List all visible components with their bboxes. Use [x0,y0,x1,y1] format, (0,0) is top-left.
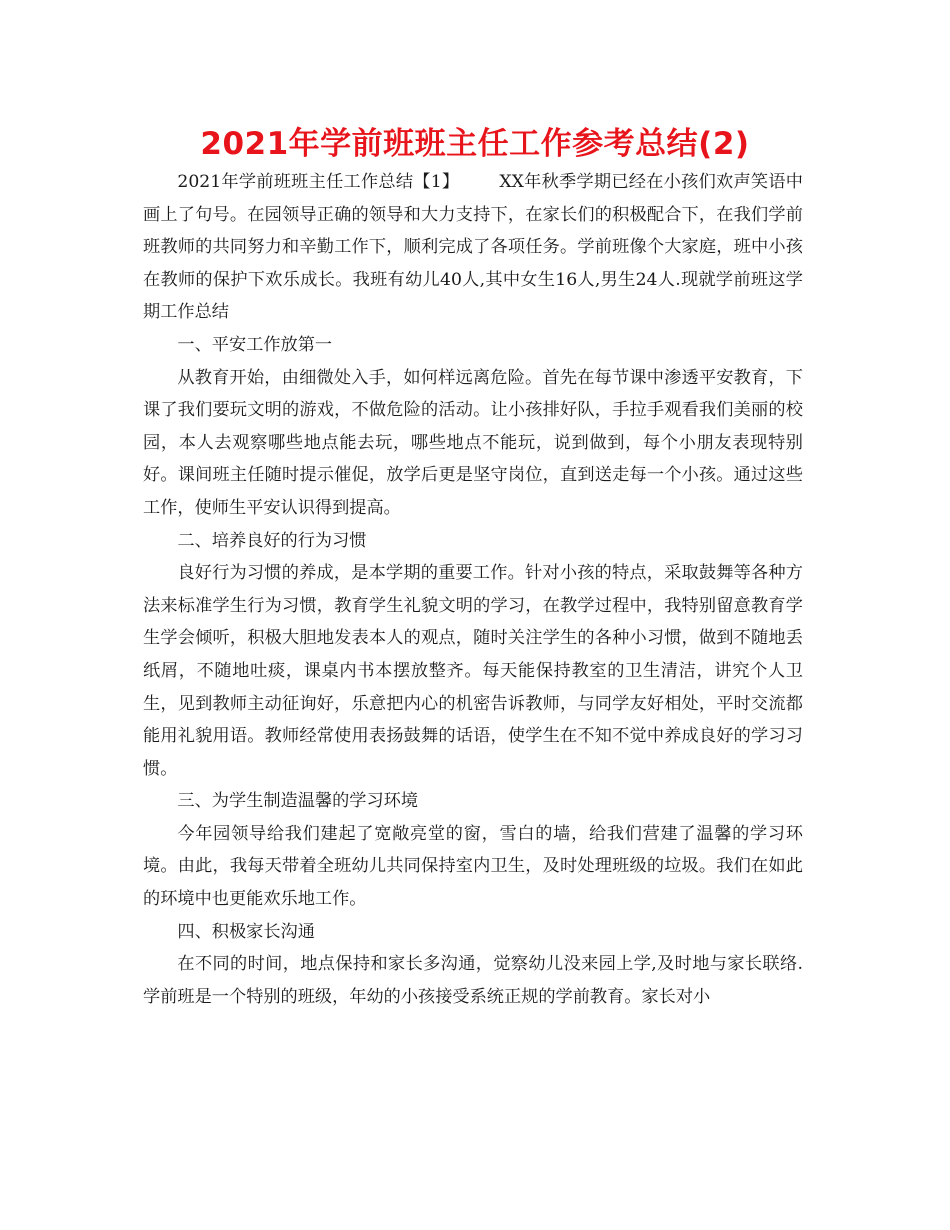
intro-heading: 2021年学前班班主任工作总结【1】 [177,172,460,192]
section-heading: 一、平安工作放第一 [177,334,333,355]
intro-text: XX年秋季学期已经在小孩们欢声笑语中画上了句号。在园领导正确的领导和大力支持下，在家长们的积极配合下，在我们学前班教师的共同努力和辛勤工作下，顺利完成了各项任务。学前班像个大家庭，班中小孩在教师的保护下欢乐成长。我班有幼儿40人,其中女生16人,男生24人.现就学前班这学期工作总结 [143,172,803,323]
section-heading: 二、培养良好的行为习惯 [177,530,367,551]
section-paragraph: 在不同的时间，地点保持和家长多沟通，觉察幼儿没来园上学,及时地与家长联络.学前班是一个特别的班级，年幼的小孩接受系统正规的学前教育。家长对小 [143,954,803,1007]
intro-paragraph [143,166,803,329]
section-heading: 四、积极家长沟通 [177,921,315,942]
section-heading: 三、为学生制造温馨的学习环境 [177,791,419,812]
section-paragraph: 良好行为习惯的养成，是本学期的重要工作。针对小孩的特点，采取鼓舞等各种方法来标准学生行为习惯，教育学生礼貌文明的学习，在教学过程中，我特别留意教育学生学会倾听，积极大胆地发表本人的观点，随时关注学生的各种小习惯，做到不随地丢纸屑，不随地吐痰，课桌内书本摆放整齐。每天能保持教室的卫生清洁，讲究个人卫生，见到教师主动征询好，乐意把内心的机密告诉教师，与同学友好相处，平时交流都能用礼貌用语。教师经常使用表扬鼓舞的话语，使学生在不知不觉中养成良好的学习习惯。 [143,563,803,779]
document-body [143,166,803,1013]
document-title: 2021年学前班班主任工作参考总结(2) [200,126,750,162]
section-paragraph: 今年园领导给我们建起了宽敞亮堂的窗，雪白的墙，给我们营建了温馨的学习环境。由此，我每天带着全班幼儿共同保持室内卫生，及时处理班级的垃圾。我们在如此的环境中也更能欢乐地工作。 [143,823,803,910]
section-paragraph: 从教育开始，由细微处入手，如何样远离危险。首先在每节课中渗透平安教育，下课了我们要玩文明的游戏，不做危险的活动。让小孩排好队，手拉手观看我们美丽的校园，本人去观察哪些地点能去玩，哪些地点不能玩，说到做到，每个小朋友表现特别好。课间班主任随时提示催促，放学后更是坚守岗位，直到送走每一个小孩。通过这些工作，使师生平安认识得到提高。 [143,367,803,518]
